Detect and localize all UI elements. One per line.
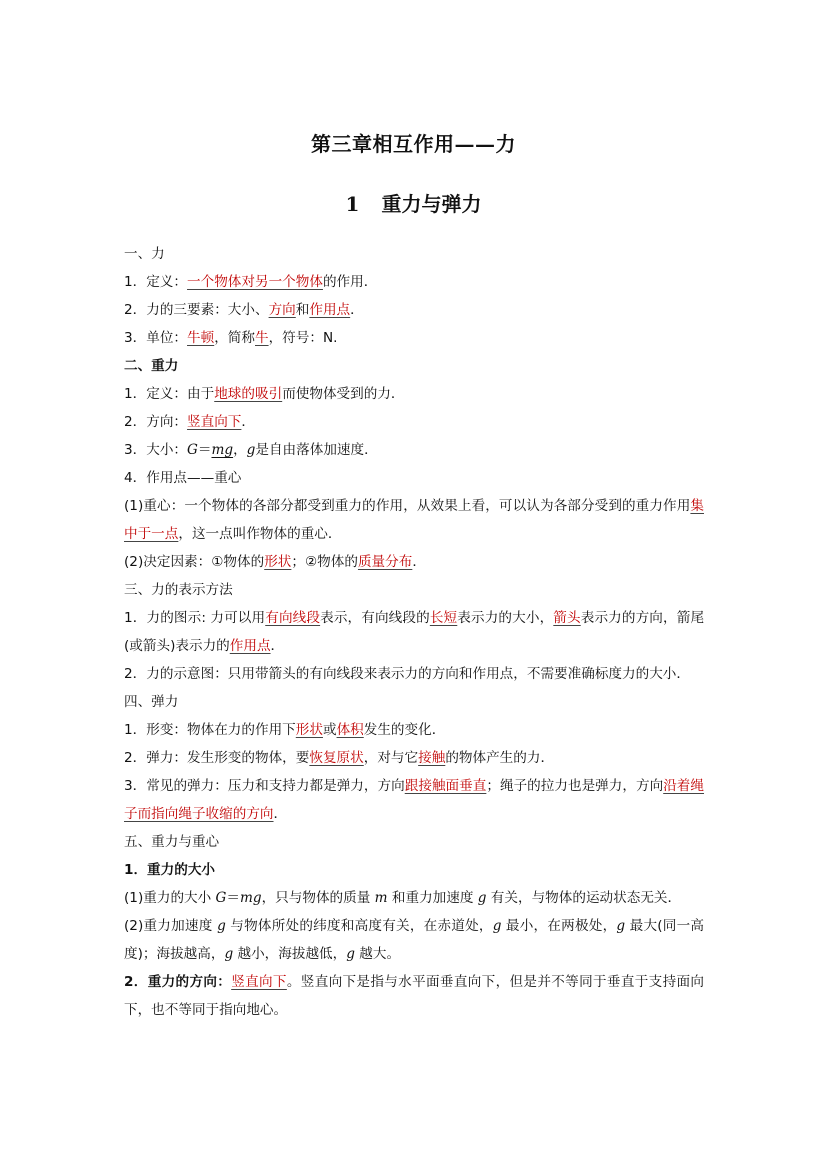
force-unit	[124, 324, 704, 352]
text: 与物体所处的纬度和高度有关，在赤道处，	[225, 918, 493, 934]
symbol-g: g	[346, 946, 355, 962]
answer-blank: 竖直向下	[231, 974, 287, 990]
text: 1．定义：由于	[124, 386, 215, 402]
gravity-acceleration	[124, 912, 704, 968]
text: 2．重力的方向：	[124, 974, 232, 990]
heading-force: 一、力	[124, 246, 165, 262]
force-sketch: 2．力的示意图：只用带箭头的有向线段来表示力的方向和作用点，不需要准确标度力的大小．	[124, 666, 690, 682]
gravity-formula	[124, 884, 704, 912]
section-number: 1	[345, 192, 360, 216]
subheading-gravity-magnitude: 1．重力的大小	[124, 862, 216, 878]
text: ＝	[226, 890, 240, 906]
text: 和重力加速度	[387, 890, 478, 906]
determining-factors	[124, 548, 704, 576]
gravity-point: 4．作用点——重心	[124, 470, 242, 486]
force-definition	[124, 268, 704, 296]
common-elastic-forces	[124, 772, 704, 828]
text: 表示，有向线段的	[320, 610, 430, 626]
text: 1．形变：物体在力的作用下	[124, 722, 296, 738]
symbol-g: g	[246, 442, 256, 458]
answer-blank: 一个物体对另一个物体	[187, 274, 323, 290]
symbol-g: g	[492, 918, 502, 934]
text: ；绳子的拉力也是弹力，方向	[486, 778, 664, 794]
text: 有关，与物体的运动状态无关．	[486, 890, 682, 906]
text: (1)重力的大小	[124, 890, 216, 906]
text: 或	[322, 722, 337, 738]
section-title	[0, 188, 827, 217]
symbol-G: G	[215, 890, 227, 906]
text: 1．定义：	[124, 274, 188, 290]
chapter-title: 第三章相互作用——力	[311, 132, 516, 156]
symbol-mg: mg	[240, 890, 262, 906]
answer-blank: 方向	[268, 302, 296, 318]
answer-blank: 沿着绳子而指向绳子收缩的方向	[124, 778, 705, 822]
force-diagram	[124, 604, 704, 660]
answer-blank: 地球的吸引	[214, 386, 283, 402]
text: 3．大小：	[124, 442, 188, 458]
text: 。竖直向下是指与水平面垂直向下，但是并不等同于垂直于支持面向下，也不等同于指向地心。	[124, 974, 704, 1018]
text: ．	[270, 638, 285, 654]
gravity-direction-detail	[124, 968, 704, 1024]
text: ，简称	[214, 330, 255, 346]
symbol-mg: mg	[211, 442, 234, 458]
answer-blank: 牛顿	[187, 330, 215, 346]
heading-gravity-center: 五、重力与重心	[124, 834, 220, 850]
answer-blank: 质量分布	[357, 554, 413, 570]
text: (2)重力加速度	[124, 918, 218, 934]
answer-blank: 集中于一点	[124, 498, 704, 542]
answer-blank: 箭头	[553, 610, 581, 626]
text: 3．常见的弹力：压力和支持力都是弹力，方向	[124, 778, 405, 794]
answer-blank: 有向线段	[265, 610, 321, 626]
symbol-G: G	[187, 442, 198, 458]
answer-blank: 体积	[336, 722, 364, 738]
symbol-g: g	[217, 918, 226, 934]
text: 1．力的图示: 力可以用	[124, 610, 266, 626]
text: 最大(同一高度)；海拔越高，	[124, 918, 704, 962]
answer-blank: 恢复原状	[309, 750, 364, 766]
text: 越小，海拔越低，	[233, 946, 347, 962]
symbol-g: g	[616, 918, 626, 934]
text: 2．力的三要素：大小、	[124, 302, 269, 318]
text: 的物体产生的力．	[445, 750, 555, 766]
text: ．	[350, 302, 364, 318]
text: 而使物体受到的力．	[282, 386, 405, 402]
text: 的作用．	[322, 274, 378, 290]
text: 表示力的方向，箭尾(或箭头)表示力的	[124, 610, 705, 654]
force-elements	[124, 296, 704, 324]
text: (2)决定因素：①物体的	[124, 554, 265, 570]
answer-blank: 长短	[429, 610, 458, 626]
heading-elastic: 四、弹力	[124, 694, 179, 710]
text: ．	[273, 806, 288, 822]
text: ，只与物体的质量	[261, 890, 375, 906]
text: 越大。	[354, 946, 401, 962]
section-title-text: 重力与弹力	[381, 192, 482, 216]
text: ．	[412, 554, 426, 570]
gravity-direction	[124, 408, 704, 436]
text: 表示力的大小，	[457, 610, 554, 626]
text: (1)重心：一个物体的各部分都受到重力的作用，从效果上看，可以认为各部分受到的重力作用	[124, 498, 691, 514]
deformation	[124, 716, 704, 744]
text: ，对与它	[363, 750, 419, 766]
answer-blank: 跟接触面垂直	[404, 778, 487, 794]
answer-blank: 形状	[264, 554, 292, 570]
text: 2．弹力：发生形变的物体，要	[124, 750, 310, 766]
answer-blank: 作用点	[309, 302, 351, 318]
symbol-g: g	[477, 890, 487, 906]
center-of-gravity	[124, 492, 704, 548]
text: 是自由落体加速度．	[255, 442, 378, 458]
text: 最小，在两极处，	[501, 918, 617, 934]
text: 发生的变化．	[363, 722, 446, 738]
answer-blank: 作用点	[229, 638, 271, 654]
text: ；②物体的	[291, 554, 358, 570]
gravity-definition	[124, 380, 704, 408]
text: 2．方向：	[124, 414, 188, 430]
document-body	[124, 240, 704, 1024]
heading-gravity: 二、重力	[124, 358, 179, 374]
gravity-magnitude	[124, 436, 704, 464]
text: ，符号：N.	[268, 330, 338, 346]
heading-representation: 三、力的表示方法	[124, 582, 233, 598]
symbol-g: g	[224, 946, 234, 962]
answer-blank: 接触	[418, 750, 446, 766]
answer-blank: 竖直向下	[187, 414, 242, 430]
answer-blank: 形状	[295, 722, 323, 738]
text: ，这一点叫作物体的重心．	[178, 526, 342, 542]
text: 和	[295, 302, 310, 318]
symbol-m: m	[374, 890, 388, 906]
elastic-force	[124, 744, 704, 772]
answer-blank: 牛	[255, 330, 269, 346]
text: ，	[233, 442, 247, 458]
text: ．	[241, 414, 255, 430]
text: ＝	[197, 442, 212, 458]
text: 3．单位：	[124, 330, 188, 346]
